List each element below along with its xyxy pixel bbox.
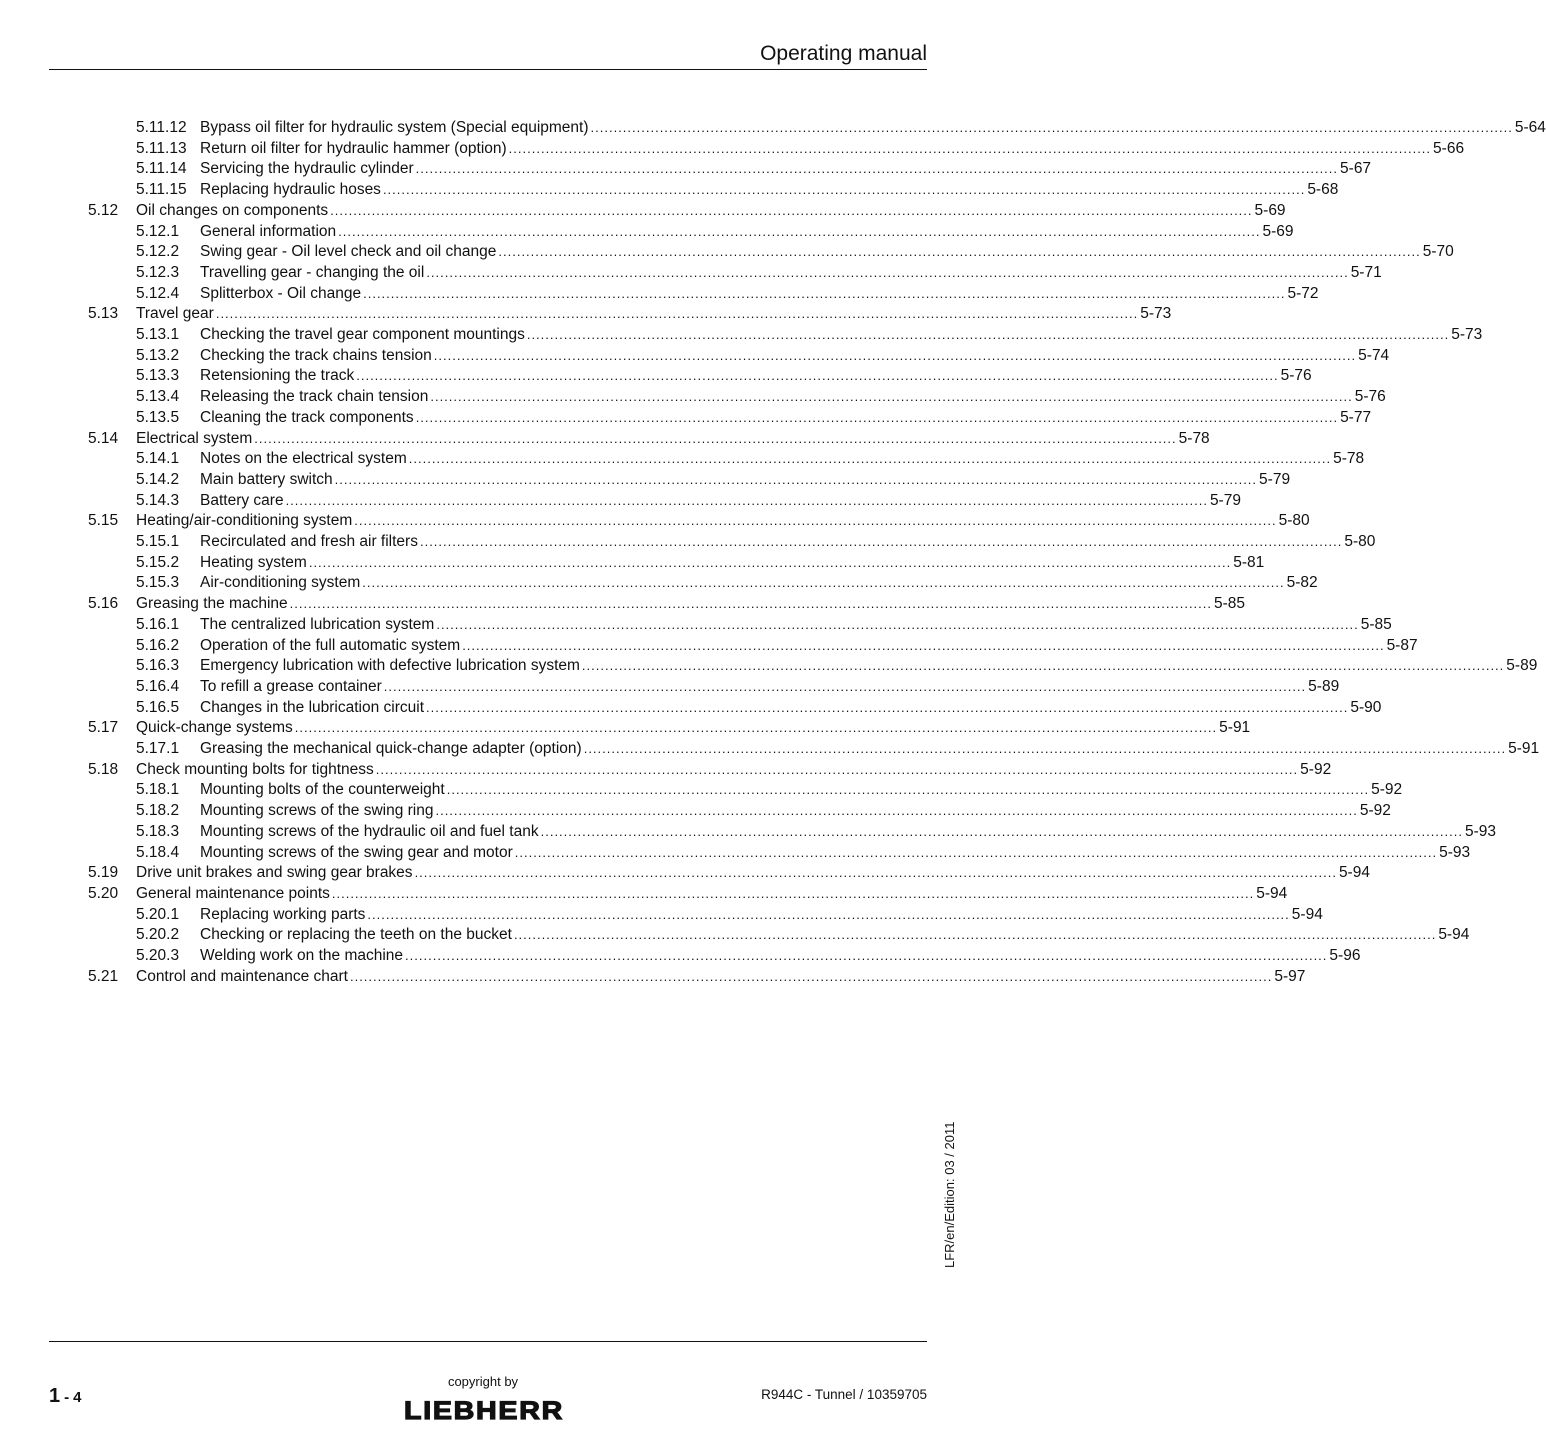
toc-entry-title: Check mounting bolts for tightness: [136, 760, 374, 778]
toc-entry-page: 5-76: [1354, 388, 1386, 406]
toc-entry-page: 5-89: [1308, 677, 1340, 695]
toc-entry-line: [136, 511, 1310, 532]
toc-entry-number: 5.14: [88, 429, 119, 447]
toc-entry[interactable]: [0, 366, 1312, 387]
toc-entry-title: Recirculated and fresh air filters: [200, 533, 418, 550]
toc-entry-page: 5-94: [1438, 926, 1470, 944]
toc-entry-page: 5-72: [1287, 284, 1319, 302]
toc-dot-leader: ........................................................................................................................................................................................................: [513, 927, 1437, 943]
toc-entry-title: Checking the travel gear component mountings: [200, 326, 525, 343]
toc-entry[interactable]: [0, 760, 1332, 781]
toc-entry-line: [136, 967, 1306, 988]
toc-entry-number: 5.12.1: [136, 222, 180, 240]
toc-dot-leader: ........................................................................................................................................................................................................: [285, 492, 1208, 508]
toc-entry[interactable]: [0, 511, 1310, 532]
toc-entry-title: The centralized lubrication system: [200, 615, 435, 633]
toc-entry-number: 5.15.2: [136, 553, 180, 571]
toc-entry-page: 5-94: [1338, 864, 1370, 882]
toc-entry-page: 5-73: [1451, 326, 1483, 343]
toc-entry-number: 5.12: [88, 201, 119, 219]
toc-entry-title: Checking or replacing the teeth on the bucket: [200, 926, 512, 944]
toc-entry[interactable]: [0, 429, 1210, 450]
toc-dot-leader: ........................................................................................................................................................................................................: [308, 554, 1232, 570]
toc-entry[interactable]: [0, 304, 1172, 325]
liebherr-logo: [402, 1394, 566, 1424]
toc-entry-line: [200, 118, 1546, 139]
toc-entry[interactable]: [0, 615, 1392, 636]
toc-entry-page: 5-73: [1140, 305, 1172, 323]
toc-dot-leader: ........................................................................................................................................................................................................: [540, 823, 1463, 839]
toc-dot-leader: ........................................................................................................................................................................................................: [419, 534, 1343, 549]
toc-dot-leader: ........................................................................................................................................................................................................: [362, 575, 1285, 591]
toc-entry-number: 5.14.2: [136, 470, 180, 488]
toc-entry-number: 5.16.4: [136, 677, 180, 695]
toc-entry-title: Splitterbox - Oil change: [200, 284, 362, 302]
toc-entry-page: 5-90: [1350, 698, 1382, 716]
toc-entry-page: 5-78: [1333, 450, 1365, 468]
toc-entry-line: [200, 284, 1319, 305]
toc-entry[interactable]: [0, 594, 1246, 615]
toc-entry-page: 5-70: [1422, 243, 1454, 261]
toc-entry-title: Servicing the hydraulic cylinder: [200, 160, 414, 178]
toc-entry-number: 5.11.14: [136, 160, 187, 178]
toc-entry-title: Changes in the lubrication circuit: [200, 698, 425, 716]
toc-entry-page: 5-92: [1371, 781, 1403, 799]
toc-entry-page: 5-85: [1214, 595, 1246, 613]
copyright-label: copyright by: [447, 1374, 519, 1389]
toc-entry[interactable]: [0, 242, 1454, 263]
toc-entry-line: [136, 718, 1251, 739]
toc-entry[interactable]: [0, 698, 1382, 719]
toc-dot-leader: ........................................................................................................................................................................................................: [426, 264, 1349, 280]
toc-dot-leader: ........................................................................................................................................................................................................: [435, 803, 1358, 819]
toc-entry[interactable]: [0, 408, 1372, 429]
toc-entry-number: 5.17.1: [136, 740, 180, 757]
toc-entry-number: 5.13.4: [136, 388, 180, 406]
toc-entry-line: [200, 822, 1497, 843]
toc-entry-number: 5.16.2: [136, 636, 180, 654]
toc-entry-page: 5-92: [1359, 802, 1391, 820]
toc-entry-title: Battery care: [200, 491, 284, 509]
toc-entry[interactable]: [0, 470, 1291, 491]
toc-entry-line: [200, 325, 1483, 346]
toc-entry-title: To refill a grease container: [200, 677, 382, 695]
toc-entry-number: 5.12.3: [136, 263, 180, 281]
toc-entry-page: 5-68: [1307, 181, 1339, 199]
toc-dot-leader: ........................................................................................................................................................................................................: [382, 182, 1306, 198]
toc-entry-title: Main battery switch: [200, 470, 333, 488]
toc-dot-leader: ........................................................................................................................................................................................................: [414, 865, 1337, 881]
toc-entry-number: 5.20: [88, 884, 119, 902]
toc-entry-line: [200, 656, 1538, 677]
toc-entry-page: 5-85: [1360, 615, 1392, 633]
toc-entry[interactable]: [0, 325, 1483, 346]
toc-entry-page: 5-80: [1278, 512, 1310, 530]
toc-entry-page: 5-94: [1256, 884, 1288, 902]
toc-entry-page: 5-94: [1291, 905, 1323, 923]
toc-dot-leader: ........................................................................................................................................................................................................: [334, 471, 1258, 487]
toc-entry-number: 5.13.1: [136, 326, 180, 343]
toc-entry-line: [200, 801, 1391, 822]
toc-entry-title: Heating system: [200, 553, 307, 571]
toc-entry-page: 5-64: [1514, 119, 1546, 136]
toc-entry[interactable]: [0, 967, 1306, 988]
toc-entry-line: [136, 429, 1210, 450]
toc-entry-title: Notes on the electrical system: [200, 450, 407, 468]
toc-dot-leader: ........................................................................................................................................................................................................: [408, 451, 1332, 467]
toc-dot-leader: ........................................................................................................................................................................................................: [430, 389, 1353, 405]
toc-entry[interactable]: [0, 884, 1288, 905]
toc-entry-number: 5.18.3: [136, 822, 180, 840]
toc-entry[interactable]: [0, 263, 1382, 284]
toc-entry-title: Travelling gear - changing the oil: [200, 263, 425, 281]
toc-entry-line: [136, 594, 1246, 615]
toc-entry-title: Emergency lubrication with defective lubrication system: [200, 657, 580, 675]
toc-entry-number: 5.13.3: [136, 367, 180, 385]
toc-entry-line: [200, 242, 1454, 263]
toc-entry-title: Travel gear: [136, 305, 214, 323]
toc-entry-title: Heating/air-conditioning system: [136, 512, 353, 530]
toc-entry-number: 5.14.3: [136, 491, 180, 509]
toc-dot-leader: ........................................................................................................................................................................................................: [289, 596, 1213, 612]
toc-entry-page: 5-92: [1300, 760, 1332, 778]
toc-entry-line: [200, 739, 1540, 760]
toc-entry-title: Air-conditioning system: [200, 574, 361, 592]
toc-dot-leader: ........................................................................................................................................................................................................: [446, 782, 1370, 798]
toc-dot-leader: ........................................................................................................................................................................................................: [415, 409, 1339, 425]
logo-text: LIEBHERR: [404, 1397, 564, 1425]
toc-entry-number: 5.19: [88, 864, 119, 882]
toc-entry-number: 5.16: [88, 595, 119, 613]
toc-entry[interactable]: [0, 636, 1418, 657]
toc-entry-line: [200, 139, 1465, 160]
toc-dot-leader: ........................................................................................................................................................................................................: [436, 616, 1359, 632]
toc-entry-title: Electrical system: [136, 429, 253, 447]
toc-entry[interactable]: [0, 118, 1546, 139]
toc-entry[interactable]: [0, 925, 1470, 946]
toc-entry-number: 5.13.5: [136, 408, 180, 426]
toc-dot-leader: ........................................................................................................................................................................................................: [433, 347, 1357, 363]
toc-entry-line: [200, 698, 1382, 719]
toc-entry-line: [200, 677, 1340, 698]
toc-entry-line: [200, 491, 1241, 512]
toc-entry-title: General maintenance points: [136, 884, 330, 902]
toc-entry-page: 5-71: [1350, 263, 1382, 281]
toc-entry-page: 5-78: [1178, 429, 1210, 447]
toc-entry-line: [200, 346, 1390, 367]
toc-entry[interactable]: [0, 863, 1370, 884]
toc-entry-number: 5.16.1: [136, 615, 180, 633]
toc-dot-leader: ........................................................................................................................................................................................................: [426, 699, 1349, 715]
toc-entry-title: Greasing the machine: [136, 595, 288, 613]
page-index: 4: [73, 1389, 82, 1406]
toc-entry[interactable]: [0, 387, 1386, 408]
toc-entry-page: 5-69: [1262, 222, 1294, 240]
toc-entry-title: Oil changes on components: [136, 201, 329, 219]
toc-entry-page: 5-87: [1386, 636, 1418, 654]
toc-dot-leader: ........................................................................................................................................................................................................: [354, 513, 1277, 529]
toc-dot-leader: ........................................................................................................................................................................................................: [330, 202, 1253, 218]
toc-entry-page: 5-69: [1254, 201, 1286, 219]
toc-entry[interactable]: [0, 656, 1538, 677]
toc-entry-line: [200, 222, 1294, 243]
toc-entry[interactable]: [0, 159, 1372, 180]
toc-entry-number: 5.13: [88, 305, 119, 323]
toc-entry-line: [200, 263, 1382, 284]
toc-entry-title: Cleaning the track components: [200, 408, 414, 426]
toc-entry-page: 5-79: [1209, 491, 1241, 509]
toc-entry-number: 5.12.4: [136, 284, 180, 302]
toc-dot-leader: ........................................................................................................................................................................................................: [583, 741, 1507, 756]
header-divider: [49, 69, 927, 70]
toc-entry-page: 5-66: [1433, 139, 1465, 157]
toc-entry-number: 5.21: [88, 967, 119, 985]
toc-dot-leader: ........................................................................................................................................................................................................: [415, 161, 1339, 177]
toc-entry-line: [200, 946, 1361, 967]
toc-entry[interactable]: [0, 201, 1286, 222]
toc-entry[interactable]: [0, 491, 1241, 512]
toc-entry-title: Return oil filter for hydraulic hammer (option): [200, 139, 507, 157]
toc-entry-line: [200, 615, 1392, 636]
edition-label: LFR/en/Edition: 03 / 2011: [942, 1121, 957, 1268]
toc-entry-number: 5.16.3: [136, 657, 180, 675]
toc-entry-line: [136, 884, 1288, 905]
toc-entry-title: Replacing hydraulic hoses: [200, 181, 381, 199]
toc-entry-line: [200, 470, 1291, 491]
toc-entry-number: 5.18: [88, 760, 119, 778]
toc-entry-line: [136, 304, 1172, 325]
toc-dot-leader: ........................................................................................................................................................................................................: [331, 885, 1255, 901]
toc-entry[interactable]: [0, 553, 1265, 574]
toc-entry-number: 5.15.1: [136, 533, 180, 550]
toc-entry-page: 5-91: [1508, 740, 1540, 757]
toc-entry-line: [200, 780, 1403, 801]
toc-entry-title: Mounting screws of the swing ring: [200, 802, 434, 820]
toc-entry-title: Drive unit brakes and swing gear brakes: [136, 864, 413, 882]
toc-entry-line: [200, 905, 1323, 926]
toc-entry-number: 5.20.3: [136, 947, 180, 964]
toc-entry-line: [136, 863, 1370, 884]
toc-dot-leader: ........................................................................................................................................................................................................: [363, 285, 1286, 301]
toc-entry-number: 5.12.2: [136, 243, 180, 261]
toc-dot-leader: ........................................................................................................................................................................................................: [367, 906, 1290, 922]
toc-entry-title: Quick-change systems: [136, 719, 293, 737]
toc-dot-leader: ........................................................................................................................................................................................................: [581, 658, 1505, 674]
toc-entry[interactable]: [0, 180, 1339, 201]
toc-entry-number: 5.15: [88, 512, 119, 530]
footer-divider: [49, 1341, 927, 1342]
toc-entry-title: Replacing working parts: [200, 905, 366, 923]
toc-dot-leader: ........................................................................................................................................................................................................: [254, 430, 1177, 446]
toc-entry-page: 5-91: [1219, 719, 1251, 737]
toc-entry-line: [200, 180, 1339, 201]
toc-dot-leader: ........................................................................................................................................................................................................: [405, 948, 1328, 963]
toc-entry[interactable]: [0, 946, 1361, 967]
toc-entry-number: 5.20.2: [136, 926, 180, 944]
toc-entry-line: [200, 553, 1265, 574]
toc-entry-line: [136, 201, 1286, 222]
toc-entry-number: 5.11.15: [136, 181, 187, 199]
toc-entry[interactable]: [0, 780, 1403, 801]
toc-entry-page: 5-82: [1286, 574, 1318, 592]
toc-entry-page: 5-76: [1280, 367, 1312, 385]
toc-dot-leader: ........................................................................................................................................................................................................: [462, 637, 1385, 653]
toc-entry-line: [200, 573, 1318, 594]
toc-entry-line: [200, 408, 1372, 429]
toc-dot-leader: ........................................................................................................................................................................................................: [294, 720, 1218, 736]
page-title: Operating manual: [760, 42, 927, 65]
toc-entry-title: Retensioning the track: [200, 367, 355, 385]
toc-dot-leader: ........................................................................................................................................................................................................: [215, 306, 1139, 322]
chapter-number: 1: [49, 1385, 61, 1407]
toc-entry-line: [200, 636, 1418, 657]
toc-entry[interactable]: [0, 843, 1471, 864]
toc-entry[interactable]: [0, 739, 1540, 760]
toc-dot-leader: ........................................................................................................................................................................................................: [514, 844, 1438, 860]
toc-entry-number: 5.13.2: [136, 346, 180, 364]
toc-entry-line: [200, 387, 1386, 408]
toc-entry-page: 5-80: [1344, 533, 1376, 550]
toc-entry[interactable]: [0, 677, 1340, 698]
toc-entry-number: 5.18.4: [136, 843, 180, 861]
toc-entry[interactable]: [0, 284, 1319, 305]
toc-dot-leader: ........................................................................................................................................................................................................: [349, 968, 1273, 984]
toc-entry-page: 5-74: [1358, 346, 1390, 364]
toc-entry-title: Control and maintenance chart: [136, 967, 348, 985]
toc-entry-title: Mounting screws of the swing gear and motor: [200, 843, 513, 861]
toc-entry-number: 5.11.12: [136, 119, 187, 136]
toc-entry-number: 5.11.13: [136, 139, 187, 157]
toc-dot-leader: ........................................................................................................................................................................................................: [375, 761, 1299, 777]
toc-entry-title: Releasing the track chain tension: [200, 388, 429, 406]
toc-entry-page: 5-97: [1274, 967, 1306, 985]
toc-dot-leader: ........................................................................................................................................................................................................: [508, 140, 1432, 156]
toc-entry-title: Bypass oil filter for hydraulic system (Special equipment): [200, 119, 589, 136]
toc-entry-line: [200, 159, 1372, 180]
toc-dot-leader: ........................................................................................................................................................................................................: [498, 244, 1421, 260]
toc-entry-title: Mounting screws of the hydraulic oil and fuel tank: [200, 822, 539, 840]
toc-entry-number: 5.18.1: [136, 781, 180, 799]
toc-entry-page: 5-77: [1340, 408, 1372, 426]
toc-entry[interactable]: [0, 532, 1376, 553]
toc-dot-leader: ........................................................................................................................................................................................................: [526, 327, 1450, 342]
toc-entry-page: 5-96: [1329, 947, 1361, 964]
toc-entry-page: 5-79: [1259, 470, 1291, 488]
toc-entry-page: 5-93: [1464, 822, 1497, 840]
toc-entry-line: [200, 925, 1470, 946]
page-number: [49, 1385, 81, 1408]
toc-entry[interactable]: [0, 822, 1497, 843]
toc-entry-title: Mounting bolts of the counterweight: [200, 781, 445, 799]
document-reference: R944C - Tunnel / 10359705: [761, 1387, 927, 1402]
toc-entry-page: 5-93: [1439, 843, 1471, 861]
page-number-separator: -: [64, 1389, 70, 1406]
toc-entry-title: Welding work on the machine: [200, 947, 404, 964]
toc-entry-number: 5.14.1: [136, 450, 180, 468]
toc-entry-line: [200, 532, 1376, 553]
toc-entry-title: Operation of the full automatic system: [200, 636, 461, 654]
toc-entry[interactable]: [0, 222, 1294, 243]
toc-dot-leader: ........................................................................................................................................................................................................: [338, 223, 1261, 239]
toc-entry-number: 5.18.2: [136, 802, 180, 820]
toc-entry-page: 5-89: [1506, 657, 1538, 675]
toc-dot-leader: ........................................................................................................................................................................................................: [383, 678, 1307, 694]
toc-entry-title: Greasing the mechanical quick-change adapter (option): [200, 740, 582, 757]
toc-entry-number: 5.15.3: [136, 574, 180, 592]
toc-entry-line: [200, 449, 1365, 470]
toc-entry[interactable]: [0, 718, 1251, 739]
toc-dot-leader: ........................................................................................................................................................................................................: [356, 368, 1279, 384]
toc-entry-page: 5-81: [1233, 553, 1265, 571]
toc-entry[interactable]: [0, 346, 1390, 367]
toc-entry[interactable]: [0, 801, 1391, 822]
toc-entry-number: 5.20.1: [136, 905, 180, 923]
toc-entry[interactable]: [0, 139, 1465, 160]
toc-entry[interactable]: [0, 573, 1318, 594]
toc-entry-title: Swing gear - Oil level check and oil change: [200, 243, 497, 261]
toc-entry-title: Checking the track chains tension: [200, 346, 432, 364]
toc-entry-number: 5.17: [88, 719, 119, 737]
toc-entry-title: General information: [200, 222, 337, 240]
toc-entry-line: [200, 366, 1312, 387]
toc-dot-leader: ........................................................................................................................................................................................................: [590, 120, 1513, 135]
toc-entry[interactable]: [0, 905, 1323, 926]
toc-entry[interactable]: [0, 449, 1365, 470]
toc-entry-number: 5.16.5: [136, 698, 180, 716]
toc-entry-line: [200, 843, 1471, 864]
toc-entry-page: 5-67: [1340, 160, 1372, 178]
toc-entry-line: [136, 760, 1332, 781]
